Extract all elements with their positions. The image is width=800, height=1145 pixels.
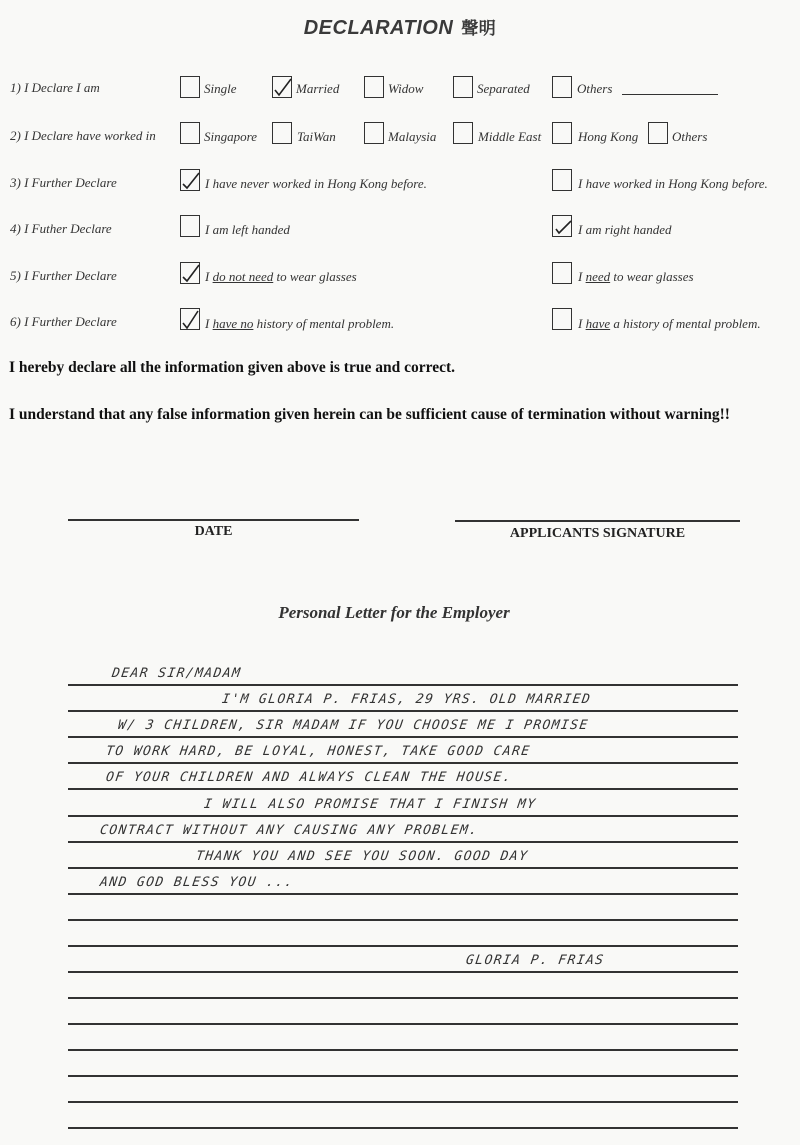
option-no-mental-history: I have no history of mental problem. xyxy=(205,316,395,331)
letter-line-2: I'M GLORIA P. FRIAS, 29 YRS. OLD MARRIED xyxy=(220,692,593,707)
letter-line-3: W/ 3 CHILDREN, SIR MADAM IF YOU CHOOSE ME I PROMISE xyxy=(116,718,590,733)
row-1-label: 1) I Declare I am xyxy=(10,80,100,95)
letter-rule xyxy=(68,788,738,790)
checkbox-malaysia[interactable] xyxy=(364,122,384,144)
date-label: DATE xyxy=(194,524,233,539)
checkmark-icon xyxy=(180,169,200,191)
checkbox-taiwan[interactable] xyxy=(272,122,292,144)
letter-rule xyxy=(68,867,738,869)
declaration-title xyxy=(0,14,800,40)
option-separated: Separated xyxy=(477,81,530,96)
letter-rule xyxy=(68,1049,738,1051)
option-need-glasses: I need to wear glasses xyxy=(578,269,694,284)
checkmark-icon xyxy=(552,215,572,237)
checkmark-icon xyxy=(180,262,200,284)
others-write-in-line[interactable] xyxy=(622,94,718,95)
option-malaysia: Malaysia xyxy=(388,129,437,144)
letter-rule xyxy=(68,684,738,686)
signature-line[interactable] xyxy=(455,520,740,522)
checkbox-singapore[interactable] xyxy=(180,122,200,144)
checkbox-hong-kong[interactable] xyxy=(552,122,572,144)
option-middle-east: Middle East xyxy=(478,129,542,144)
letter-rule xyxy=(68,762,738,764)
letter-line-6: I WILL ALSO PROMISE THAT I FINISH MY xyxy=(202,797,538,812)
checkbox-mental-history[interactable] xyxy=(552,308,572,330)
statement-false-info-warning: I understand that any false information given herein can be sufficient cause of termination without warning!! xyxy=(9,406,730,423)
letter-line-5: OF YOUR CHILDREN AND ALWAYS CLEAN THE HOUSE. xyxy=(104,770,514,785)
option-single: Single xyxy=(204,81,237,96)
letter-rule xyxy=(68,945,738,947)
letter-rule xyxy=(68,971,738,973)
option-right-handed: I am right handed xyxy=(578,222,672,237)
option-singapore: Singapore xyxy=(204,129,257,144)
option-taiwan: TaiWan xyxy=(297,129,336,144)
option-never-worked-hk: I have never worked in Hong Kong before. xyxy=(205,176,427,191)
checkbox-separated[interactable] xyxy=(453,76,473,98)
signature-label: APPLICANTS SIGNATURE xyxy=(509,526,686,541)
checkbox-middle-east[interactable] xyxy=(453,122,473,144)
option-married: Married xyxy=(296,81,340,96)
checkbox-need-glasses[interactable] xyxy=(552,262,572,284)
letter-rule xyxy=(68,736,738,738)
letter-rule xyxy=(68,1101,738,1103)
declaration-title-text: DECLARATION xyxy=(303,17,454,39)
option-widow: Widow xyxy=(388,81,424,96)
option-others-2: Others xyxy=(672,129,708,144)
letter-rule xyxy=(68,1127,738,1129)
option-hong-kong: Hong Kong xyxy=(578,129,639,144)
letter-rule xyxy=(68,1075,738,1077)
checkmark-icon xyxy=(272,76,292,98)
letter-rule xyxy=(68,815,738,817)
row-3-label: 3) I Further Declare xyxy=(10,175,117,190)
checkbox-others-2[interactable] xyxy=(648,122,668,144)
option-mental-history: I have a history of mental problem. xyxy=(578,316,761,331)
date-line[interactable] xyxy=(68,519,359,521)
letter-signoff: GLORIA P. FRIAS xyxy=(464,953,606,968)
row-6-label: 6) I Further Declare xyxy=(10,314,117,329)
checkbox-single[interactable] xyxy=(180,76,200,98)
letter-line-7: CONTRACT WITHOUT ANY CAUSING ANY PROBLEM. xyxy=(98,823,480,838)
letter-line-8: THANK YOU AND SEE YOU SOON. GOOD DAY xyxy=(194,849,530,864)
row-2-label: 2) I Declare have worked in xyxy=(10,128,156,143)
letter-line-9: AND GOD BLESS YOU ... xyxy=(98,875,295,890)
checkbox-left-handed[interactable] xyxy=(180,215,200,237)
letter-rule xyxy=(68,893,738,895)
letter-title: Personal Letter for the Employer xyxy=(278,603,510,622)
checkbox-others[interactable] xyxy=(552,76,572,98)
declaration-title-cjk: 聲明 xyxy=(461,19,497,39)
option-left-handed: I am left handed xyxy=(205,222,290,237)
row-5-label: 5) I Further Declare xyxy=(10,268,117,283)
checkbox-worked-hk[interactable] xyxy=(552,169,572,191)
letter-rule xyxy=(68,997,738,999)
checkbox-widow[interactable] xyxy=(364,76,384,98)
letter-rule xyxy=(68,710,738,712)
letter-rule xyxy=(68,919,738,921)
letter-line-1: DEAR SIR/MADAM xyxy=(110,666,243,681)
option-no-glasses: I do not need to wear glasses xyxy=(205,269,357,284)
letter-rule xyxy=(68,1023,738,1025)
option-others: Others xyxy=(577,81,613,96)
statement-true-correct: I hereby declare all the information given above is true and correct. xyxy=(9,359,455,376)
option-worked-hk: I have worked in Hong Kong before. xyxy=(578,176,768,191)
letter-rule xyxy=(68,841,738,843)
letter-line-4: TO WORK HARD, BE LOYAL, HONEST, TAKE GOOD CARE xyxy=(104,744,532,759)
checkmark-icon xyxy=(180,308,200,330)
row-4-label: 4) I Futher Declare xyxy=(10,221,112,236)
